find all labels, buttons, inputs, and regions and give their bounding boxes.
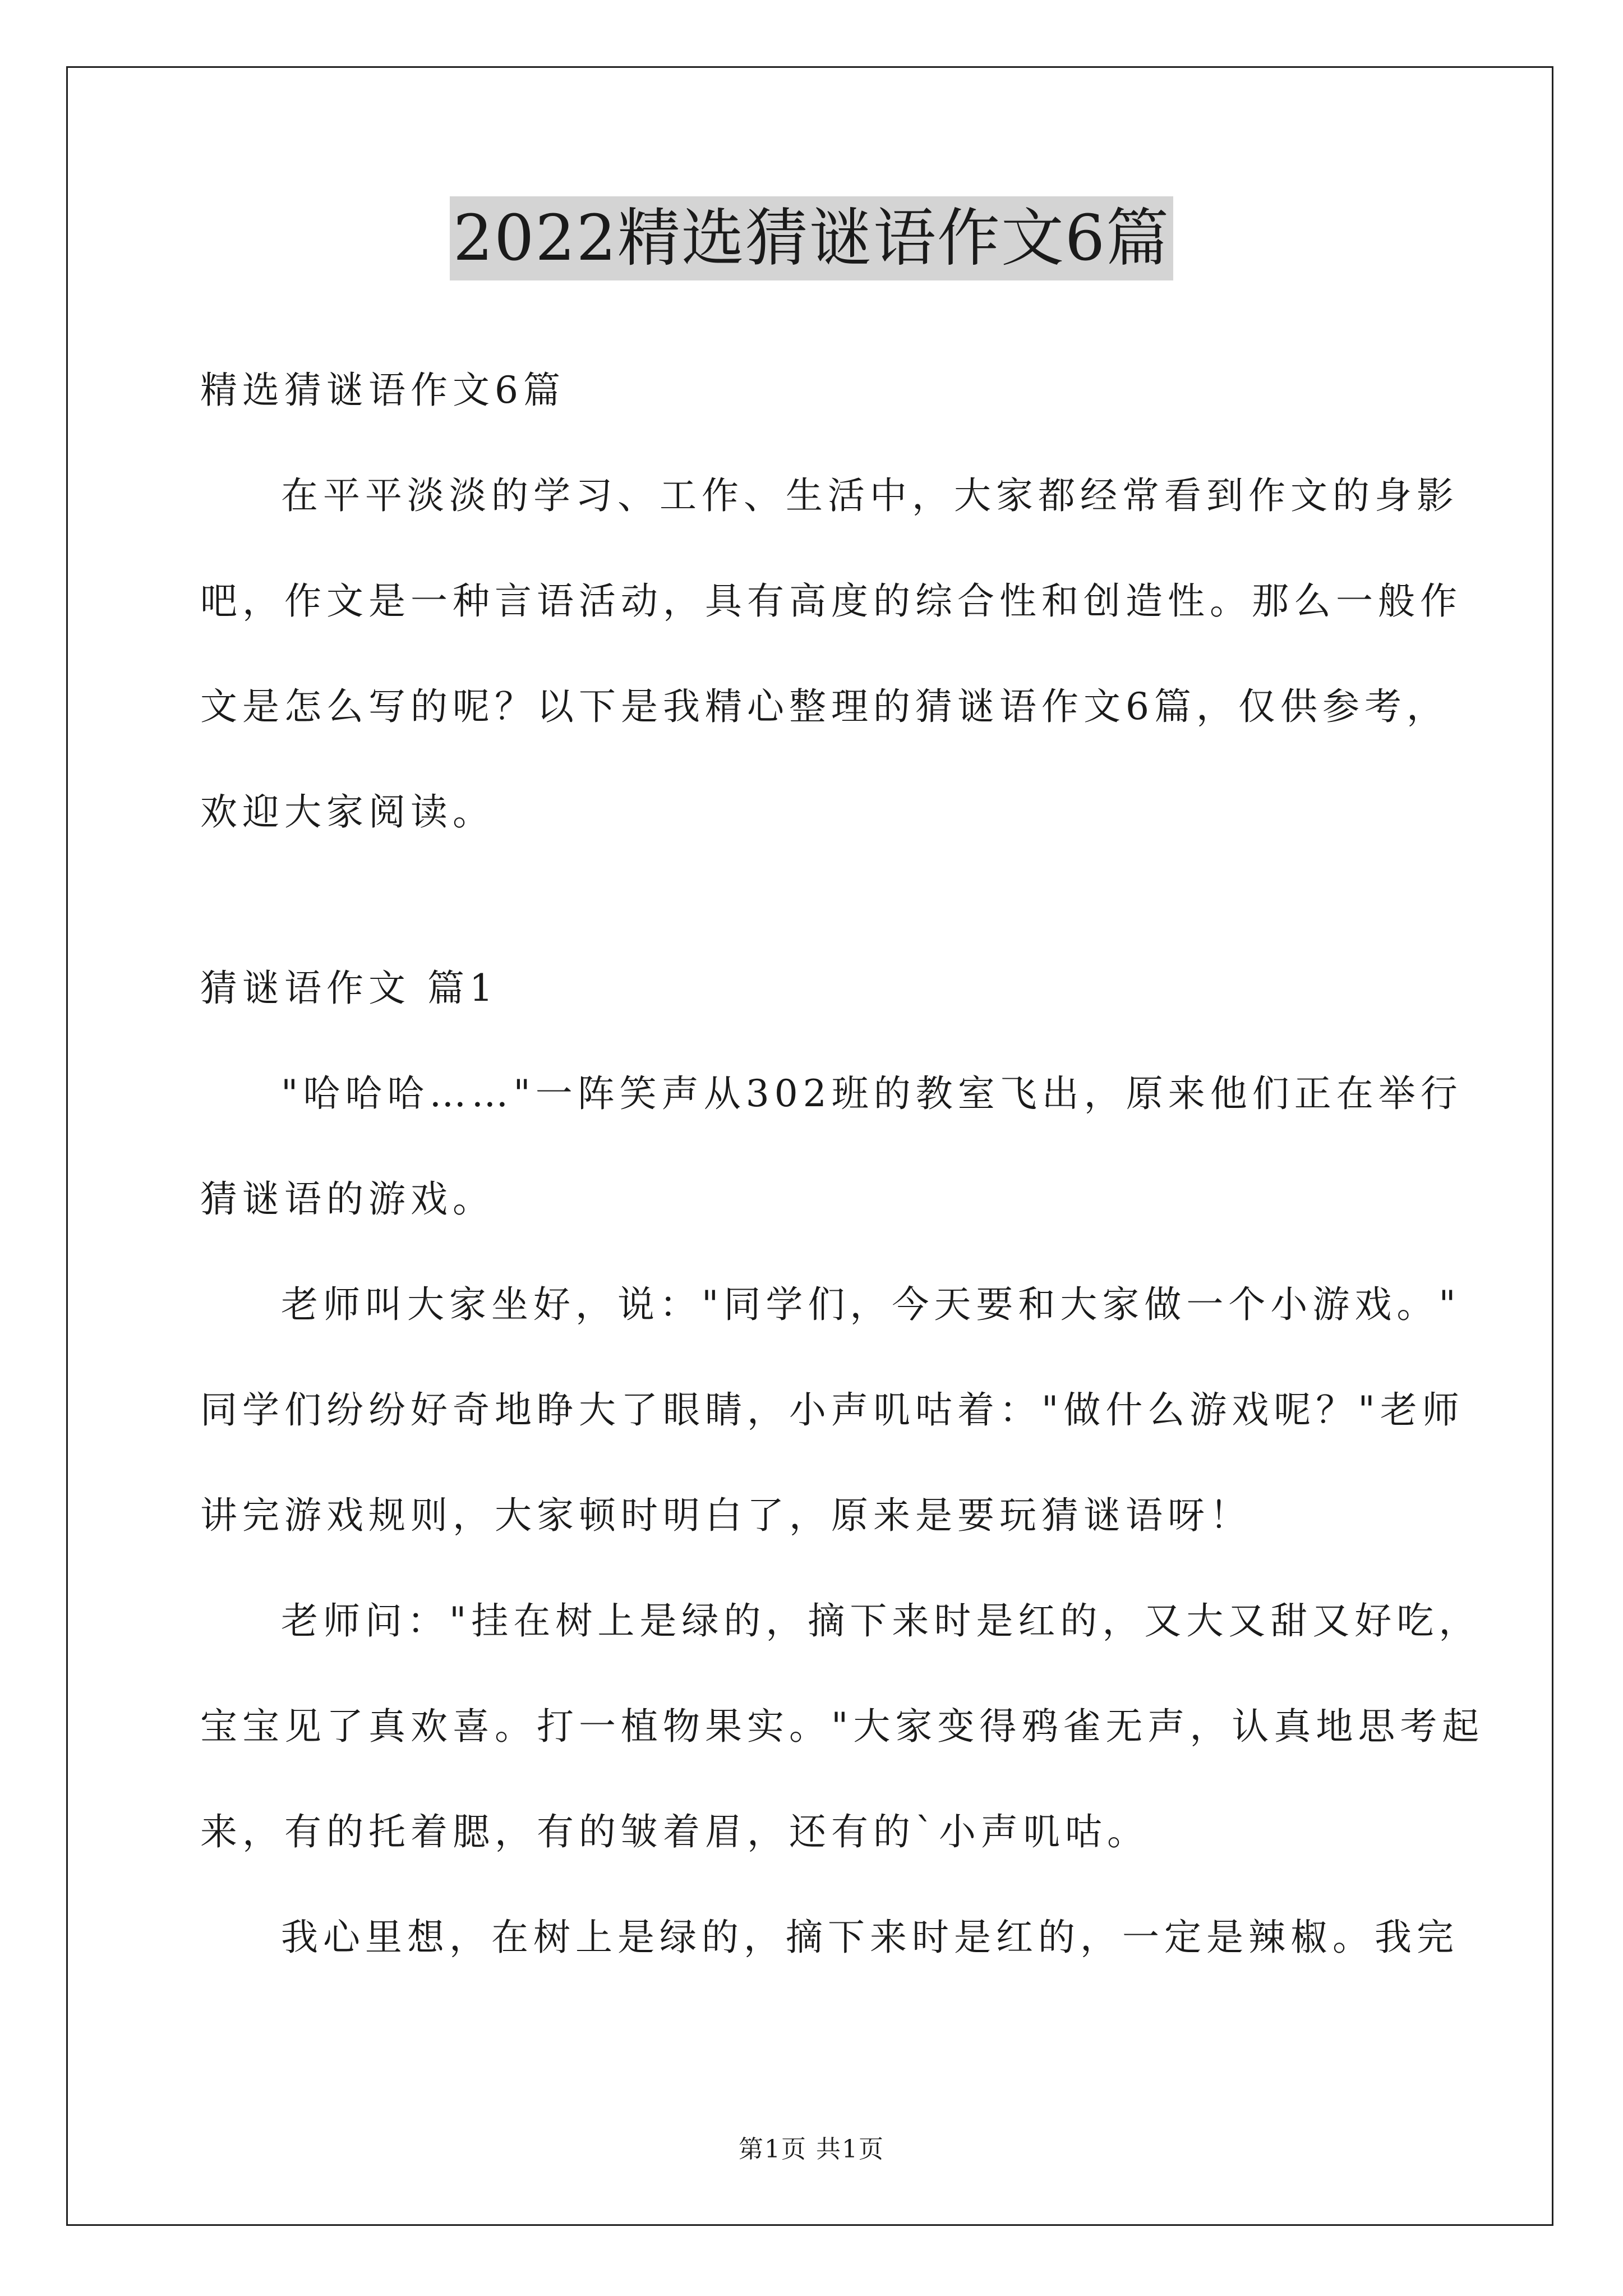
paragraph-line: 同学们纷纷好奇地睁大了眼睛，小声叽咕着："做什么游戏呢？"老师 [200,1388,1464,1432]
paragraph-line: 老师叫大家坐好，说："同学们，今天要和大家做一个小游戏。" [281,1283,1461,1326]
paragraph-line: 我心里想，在树上是绿的，摘下来时是红的，一定是辣椒。我完 [281,1916,1459,1959]
intro-line: 在平平淡淡的学习、工作、生活中，大家都经常看到作文的身影 [281,474,1459,517]
intro-line: 文是怎么写的呢？以下是我精心整理的猜谜语作文6篇，仅供参考， [200,685,1449,728]
paragraph-line: 讲完游戏规则，大家顿时明白了，原来是要玩猜谜语呀！ [200,1494,1252,1537]
paragraph-line: 猜谜语的游戏。 [200,1177,495,1221]
document-title: 2022精选猜谜语作文6篇 [450,196,1173,280]
paragraph-line: "哈哈哈……"一阵笑声从302班的教室飞出，原来他们正在举行 [281,1072,1463,1115]
subtitle: 精选猜谜语作文6篇 [200,369,565,412]
section-heading: 猜谜语作文 篇1 [200,967,498,1010]
intro-line: 吧，作文是一种言语活动，具有高度的综合性和创造性。那么一般作 [200,579,1462,623]
paragraph-line: 宝宝见了真欢喜。打一植物果实。"大家变得鸦雀无声，认真地思考起 [200,1705,1484,1748]
page-footer: 第1页 共1页 [739,2135,884,2164]
paragraph-line: 来，有的托着腮，有的皱着眉，还有的`小声叽咕。 [200,1810,1149,1853]
intro-line: 欢迎大家阅读。 [200,790,495,834]
title-container [0,196,1623,280]
paragraph-line: 老师问："挂在树上是绿的，摘下来时是红的，又大又甜又好吃， [281,1599,1481,1642]
